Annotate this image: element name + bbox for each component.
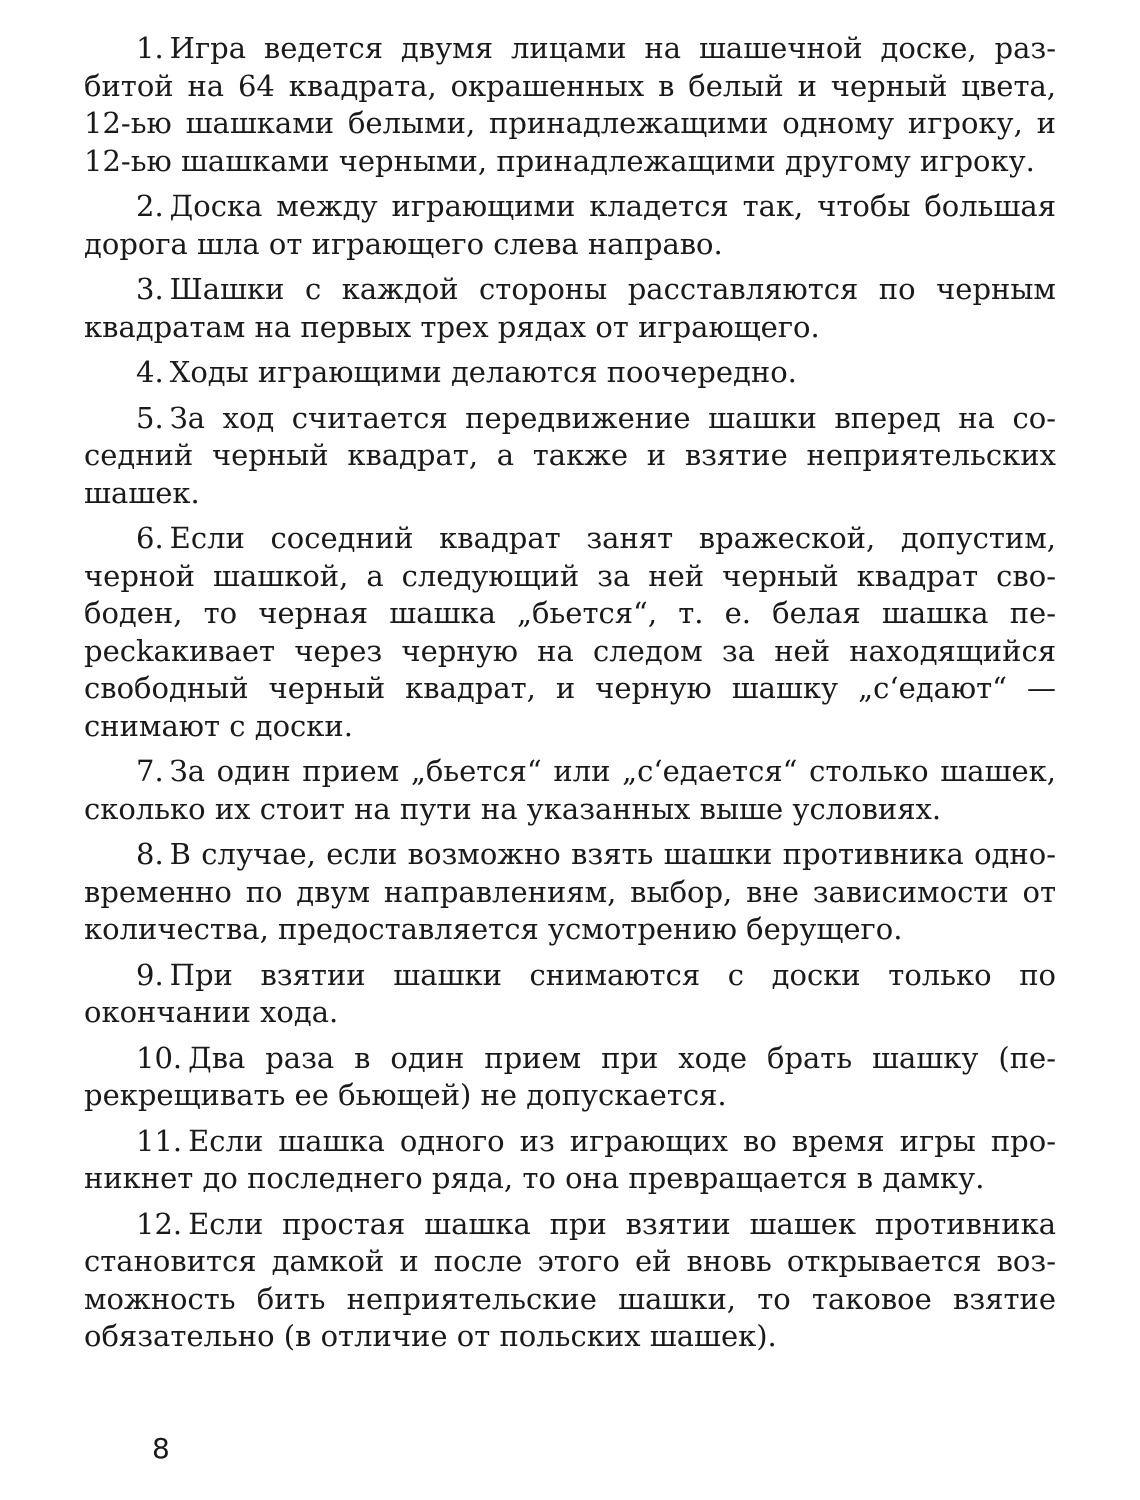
rule-12 xyxy=(84,1206,1056,1356)
rule-number: 9. xyxy=(136,957,164,992)
rules-text xyxy=(84,30,1056,1364)
rule-8 xyxy=(84,836,1056,949)
rule-number: 4. xyxy=(136,355,164,389)
rule-6 xyxy=(84,520,1056,745)
rule-number: 6. xyxy=(136,521,164,555)
rule-7 xyxy=(84,753,1056,828)
rule-text: За один прием „бьется“ или „с‘едается“ столько шашек, сколько их стоит на пути на указанных выше условиях. xyxy=(84,754,1056,826)
page-number: 8 xyxy=(152,1432,170,1465)
rule-number: 7. xyxy=(136,754,164,788)
rule-11 xyxy=(84,1123,1056,1198)
rule-text: В случае, если возможно взять шашки противника одновременно по двум направлениям, выбор, вне зависимости от количества, предоставляется усмотрению берущего. xyxy=(84,837,1056,946)
rule-text: При взятии шашки снимаются с доски только по окончании хода. xyxy=(84,957,1056,1029)
rule-text: Если соседний квадрат занят вражеской, допустим, черной шашкой, а следующий за ней черный квадрат свободен, то черная шашка „бьется“, т. е. белая шашка переckакивает через черную на следом за ней находящийся свободный черный квадрат, и черную шашку „с‘едают“ — снимают с доски. xyxy=(84,521,1056,743)
rule-number: 10. xyxy=(136,1040,183,1075)
rule-text: Шашки с каждой стороны расставляются по черным квадратам на первых трех рядах от играющего. xyxy=(84,272,1056,344)
rule-text: Если простая шашка при взятии шашек противника становится дамкой и после этого ей вновь открывается возможность бить неприятельские шашки, то таковое взятие обязательно (в отличие от польских шашек). xyxy=(84,1206,1056,1353)
rule-text: Ходы играющими делаются поочередно. xyxy=(169,355,797,389)
rule-5 xyxy=(84,400,1056,513)
rule-10 xyxy=(84,1040,1056,1115)
rule-number: 5. xyxy=(136,400,164,435)
rule-9 xyxy=(84,957,1056,1032)
rule-text: Два раза в один прием при ходе брать шашку (перекрещивать ее бьющей) не допускается. xyxy=(84,1040,1056,1112)
rule-number: 11. xyxy=(136,1123,183,1158)
rule-4 xyxy=(84,354,1056,392)
rule-text: Доска между играющими кладется так, чтобы большая дорога шла от играющего слева направо. xyxy=(84,189,1056,261)
rule-number: 1. xyxy=(136,31,164,65)
rule-text: Игра ведется двумя лицами на шашечной доске, разбитой на 64 квадрата, окрашенных в белый и черный цвета, 12-ью шашками белыми, принадлежащими одному игроку, и 12-ью шашками черными, принадлежащими другому игроку. xyxy=(84,31,1056,178)
rule-1 xyxy=(84,30,1056,180)
rule-3 xyxy=(84,271,1056,346)
rule-number: 2. xyxy=(136,189,164,223)
rule-number: 3. xyxy=(136,272,164,306)
rule-2 xyxy=(84,188,1056,263)
rule-number: 12. xyxy=(136,1206,183,1241)
rule-number: 8. xyxy=(136,837,164,871)
rule-text: Если шашка одного из играющих во время игры проникнет до последнего ряда, то она превращается в дамку. xyxy=(84,1123,1056,1195)
rule-text: За ход считается передвижение шашки вперед на соседний черный квадрат, а также и взятие неприятельских шашек. xyxy=(84,400,1056,510)
